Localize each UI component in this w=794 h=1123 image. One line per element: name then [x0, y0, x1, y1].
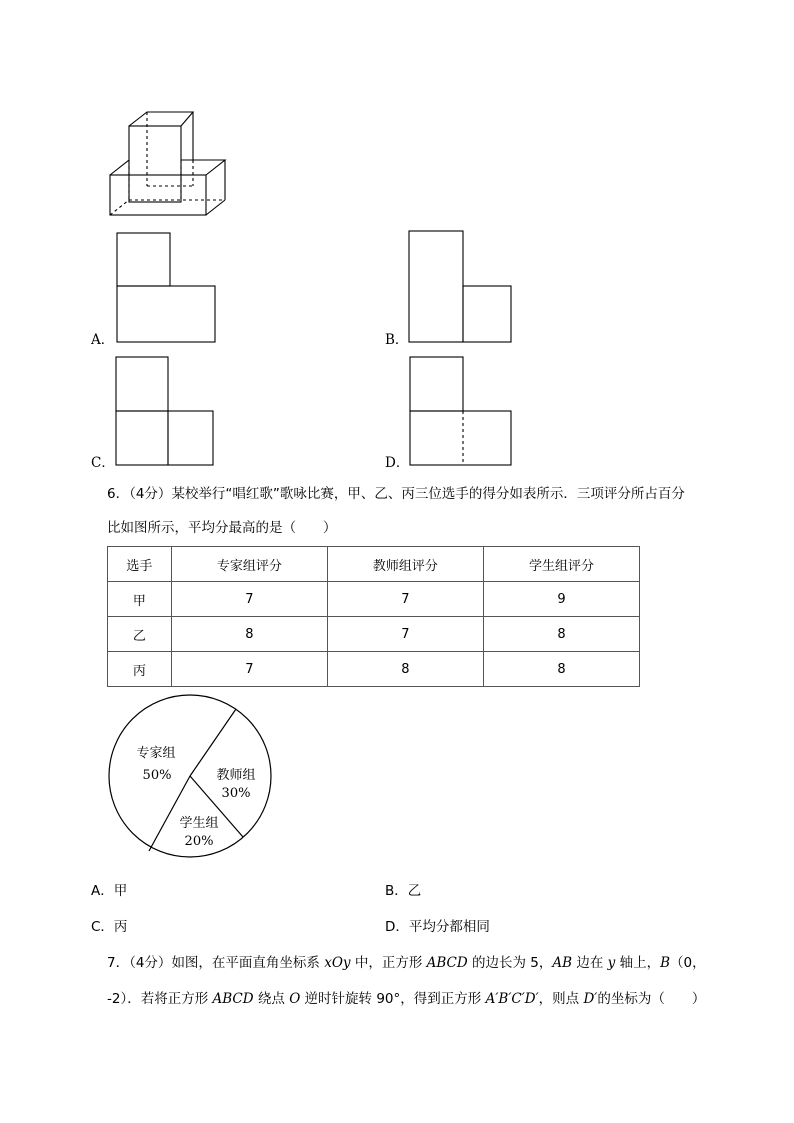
- q7-math: B: [660, 955, 671, 971]
- q6-stem-line2: 比如图所示，平均分最高的是（ ）: [107, 520, 337, 536]
- option-b-figure: [409, 231, 511, 342]
- q7-math: AB: [552, 955, 573, 971]
- table-header: 教师组评分: [327, 547, 483, 582]
- pie-divider-expert-teacher: [190, 709, 236, 776]
- q6-score: （4分）: [129, 486, 172, 502]
- table-cell: 8: [171, 617, 327, 652]
- q7-math: A′B′C′D′: [485, 991, 539, 1007]
- option-a-figure: [117, 233, 215, 342]
- q6-score-table: [107, 546, 640, 687]
- pie-label-teacher-name: 教师组: [216, 768, 256, 783]
- table-header: 选手: [108, 547, 172, 582]
- q7-math: xOy: [324, 955, 351, 971]
- q6-option-d: D．平均分都相同: [385, 919, 490, 935]
- q7-number: 7．: [107, 955, 130, 971]
- pie-label-teacher-pct: 30%: [221, 786, 251, 801]
- table-cell: 乙: [108, 617, 172, 652]
- pie-label-expert-name: 专家组: [136, 746, 176, 761]
- table-cell: 甲: [108, 582, 172, 617]
- q7-math: y: [607, 955, 616, 971]
- option-c-figure: [116, 357, 213, 465]
- table-cell: 8: [327, 652, 483, 687]
- q7-text: 如图，在平面直角坐标系: [171, 955, 325, 971]
- q6-option-c: C．丙: [91, 919, 128, 935]
- table-header: 学生组评分: [483, 547, 639, 582]
- q7-math: ABCD: [426, 955, 468, 971]
- table-cell: 7: [327, 617, 483, 652]
- q7-text: -2）．若将正方形: [107, 991, 213, 1007]
- q7-text: 逆时针旋转 90°，得到正方形: [300, 991, 486, 1007]
- q7-text: 的边长为 5，: [467, 955, 553, 971]
- table-cell: 7: [327, 582, 483, 617]
- q6-number: 6．: [107, 486, 130, 502]
- option-d-label: D．: [385, 455, 410, 471]
- pie-label-student-pct: 20%: [184, 834, 214, 849]
- option-a-label: A．: [91, 332, 115, 348]
- table-cell: 8: [483, 652, 639, 687]
- q7-text: 中，正方形: [350, 955, 427, 971]
- q6-stem-text1: 某校举行“唱红歌”歌咏比赛，甲、乙、丙三位选手的得分如表所示．三项评分所占百分: [171, 486, 685, 502]
- table-cell: 丙: [108, 652, 172, 687]
- pie-label-expert-pct: 50%: [142, 768, 172, 783]
- q7-math: ABCD: [212, 991, 254, 1007]
- table-header: 专家组评分: [171, 547, 327, 582]
- q6-option-b: B．乙: [385, 883, 422, 899]
- option-d-figure: [410, 357, 511, 465]
- q7-text: （0，: [670, 955, 706, 971]
- solid-3d-figure: [110, 112, 225, 215]
- q7-text: ，则点: [538, 991, 584, 1007]
- q6-option-a: A．甲: [91, 883, 128, 899]
- table-header-row: [108, 547, 640, 582]
- table-cell: 7: [171, 582, 327, 617]
- q7-score: （4分）: [129, 955, 172, 971]
- pie-label-student-name: 学生组: [179, 816, 219, 831]
- table-row: [108, 617, 640, 652]
- table-row: [108, 582, 640, 617]
- table-cell: 9: [483, 582, 639, 617]
- q7-text: 轴上，: [615, 955, 661, 971]
- option-b-label: B．: [385, 332, 409, 348]
- q7-math: O: [289, 991, 301, 1007]
- q7-stem-line1: [107, 954, 706, 972]
- q7-text: 边在: [572, 955, 608, 971]
- table-cell: 7: [171, 652, 327, 687]
- q7-stem-line2: [107, 990, 705, 1008]
- q7-math: D′: [583, 991, 598, 1007]
- option-c-label: C．: [91, 455, 115, 471]
- table-cell: 8: [483, 617, 639, 652]
- q7-text: 的坐标为（ ）: [597, 991, 706, 1007]
- q6-stem-line1: [107, 485, 685, 503]
- table-row: [108, 652, 640, 687]
- q7-text: 绕点: [253, 991, 290, 1007]
